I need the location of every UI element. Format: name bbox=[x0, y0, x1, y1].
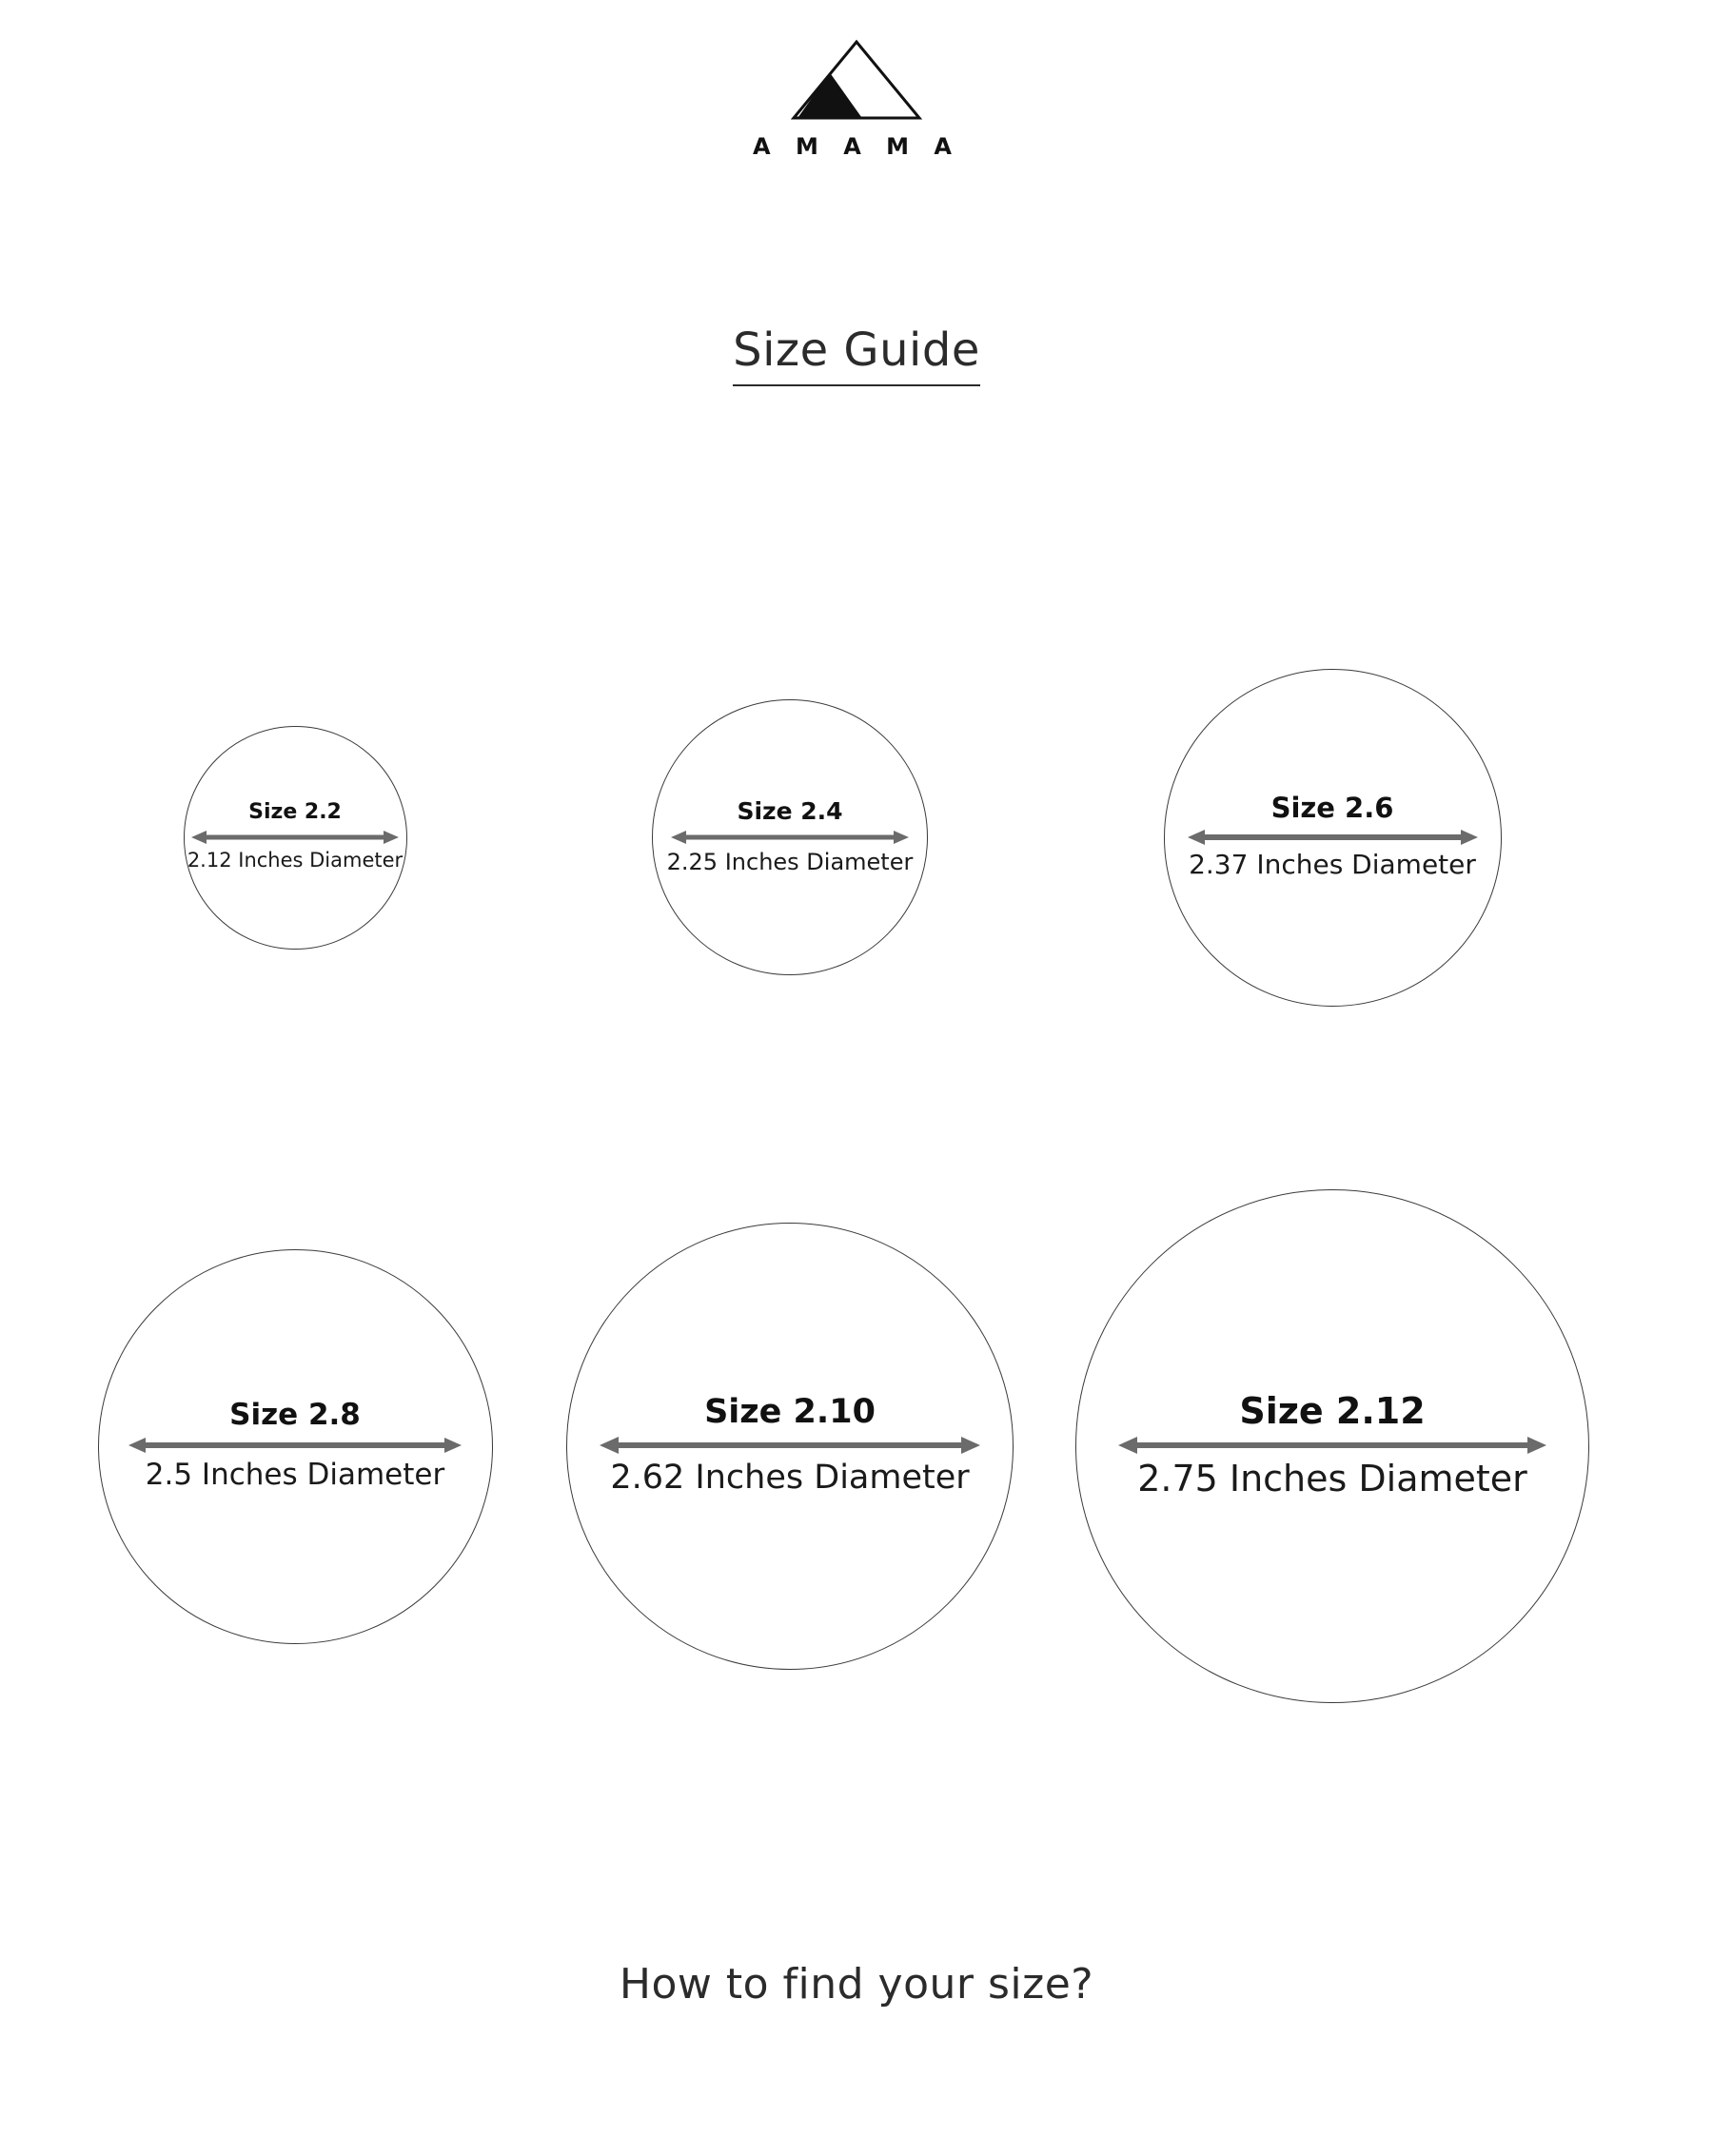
size-label: Size 2.12 bbox=[1239, 1390, 1426, 1433]
diameter-arrow-icon bbox=[191, 829, 399, 846]
size-circle-2-10 bbox=[566, 1223, 1014, 1670]
page-title-text: Size Guide bbox=[733, 323, 980, 386]
page-title bbox=[0, 323, 1713, 377]
size-circle-grid bbox=[48, 561, 1665, 1770]
size-circle-2-8 bbox=[98, 1249, 493, 1644]
size-row-bottom bbox=[48, 1123, 1665, 1770]
diameter-label: 2.12 Inches Diameter bbox=[187, 849, 404, 872]
how-to-find-size-heading: How to find your size? bbox=[619, 1960, 1094, 2009]
diameter-arrow-icon bbox=[1118, 1435, 1546, 1456]
diameter-label: 2.37 Inches Diameter bbox=[1189, 849, 1476, 881]
size-circle-2-12 bbox=[1075, 1189, 1589, 1703]
diameter-arrow-icon bbox=[1188, 828, 1478, 847]
diameter-label: 2.75 Inches Diameter bbox=[1137, 1458, 1527, 1500]
size-circle-2-2 bbox=[184, 726, 407, 950]
diameter-label: 2.25 Inches Diameter bbox=[666, 849, 914, 876]
size-circle-2-4 bbox=[652, 699, 928, 975]
size-cell-2-6 bbox=[1037, 561, 1627, 1113]
size-cell-2-12 bbox=[1037, 1123, 1627, 1770]
size-cell-2-4 bbox=[542, 561, 1037, 1113]
diameter-arrow-icon bbox=[600, 1435, 980, 1456]
size-cell-2-2 bbox=[48, 561, 542, 1113]
size-circle-2-6 bbox=[1164, 669, 1502, 1007]
brand-name: A M A M A bbox=[753, 133, 960, 160]
diameter-arrow-icon bbox=[671, 829, 909, 846]
mountain-logo-icon bbox=[785, 36, 928, 124]
diameter-label: 2.5 Inches Diameter bbox=[145, 1458, 445, 1493]
size-label: Size 2.2 bbox=[248, 800, 342, 825]
size-label: Size 2.10 bbox=[704, 1393, 876, 1432]
size-label: Size 2.8 bbox=[229, 1398, 361, 1433]
diameter-label: 2.62 Inches Diameter bbox=[610, 1459, 970, 1498]
size-label: Size 2.6 bbox=[1270, 792, 1394, 825]
size-row-top bbox=[48, 561, 1665, 1113]
brand-header bbox=[0, 36, 1713, 160]
size-cell-2-10 bbox=[542, 1123, 1037, 1770]
size-cell-2-8 bbox=[48, 1123, 542, 1770]
diameter-arrow-icon bbox=[128, 1436, 462, 1455]
size-label: Size 2.4 bbox=[737, 797, 843, 826]
